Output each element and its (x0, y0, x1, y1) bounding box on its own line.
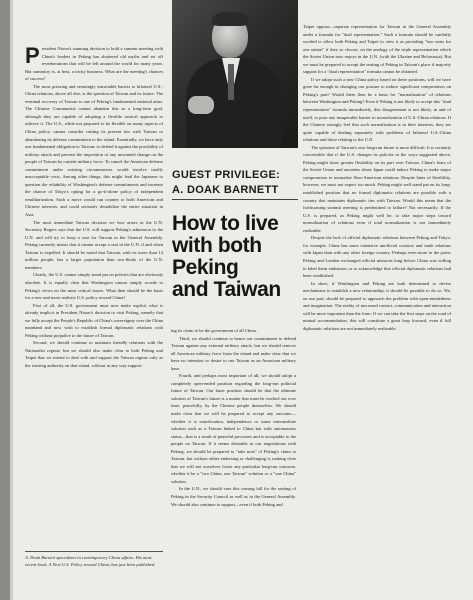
paragraph: The most pressing and seemingly intractable barrier to bilateral U.S.-China relations, above all else, is the question of Taiwan and its future. The eventual recovery of Taiwan is one of Peking's fundamental national aims. The Chinese Communists cannot abandon this as a long-term goal, although they are capable of adopting a flexible tactical approach to achieve it. The U.S., while not prepared to be flexible on many aspects of China policy, cannot consider cutting its present ties with Taiwan or abandoning its defense commitment to the island. Essentially, we have only one fundamental obligation to Taiwan: to defend it against the possibility of military attack and prevent the imposition of any unwanted change on the people of Taiwan by outside military force. To cancel the American defense commitment under existing circumstances would involve totally unacceptable costs. Among other things, this might lead the Japanese to question the reliability of Washington's defense commitments and increase the chance of Tokyo's opting for a go-it-alone policy of independent remilitarization. Such a move would run counter to both American and Chinese interests, and could seriously destabilize the entire situation in Asia. (25, 83, 163, 218)
photo-hand (188, 96, 214, 114)
paragraph: If we adopt such a new China policy based on these positions, will we have gone far enough in changing our posture to induce significant compromises on Peking's part? Would there then be a basis for "normalization" of relations between Washington and Peking? Even if Peking is not likely to accept this "dual representation" formula immediately, this disagreement is not likely, in and of itself, to pose any insuperable barrier to normalization of U.S.-China relations. If the Chinese strongly feel that such normalization is in their interests, they are quite capable of dealing separately with problems of bilateral U.S.-China relations and those relating to the U.N. (303, 76, 451, 143)
paragraph (25, 45, 163, 83)
byline-author: A. DOAK BARNETT (172, 184, 279, 196)
headline (172, 213, 302, 301)
paragraph: In short, if Washington and Peking are both determined to devise mechanisms to establish a new relationship, it should be possible to do so. We, on our part, should be prepared to approach the problem with open-mindedness and imagination. The reality of increased contact, communication and interaction will be more important than the form. If we can take the first steps on the road of mutual accommodation, this will constitute a great leap forward, even if full diplomatic relations are not immediately realizable. (303, 280, 451, 331)
paragraph: Taipei oppose—separate representation for Taiwan in the General Assembly under a formula for "dual representation." Such a formula should be carefully worded to allow both Peking and Taipei to view it as providing "two seats for one nation" if they so choose, on the analogy of the triple representation which the Soviet Union now enjoys in the U.N. (with the Ukraine and Belorussia). But we must be prepared to accept the seating of Peking in Taiwan's place if majority support for a "dual representation" formula cannot be obtained. (303, 24, 451, 75)
paragraph-text: resident Nixon's stunning decision to hold a summit meeting with China's leaders in Peking has shattered old myths and set off reverberations that will be felt around the world for many years. But summitry is, at best, a tricky business. What are the meeting's chances of success? (25, 46, 163, 82)
article-column-3 (303, 23, 451, 595)
paragraph: The most immediate Taiwan decision we face arises in the U.N. Secretary Rogers says that the U.S. will support Peking's admission to the U.N. and will try to keep a seat for Taiwan in the General Assembly. Peking currently insists that it cannot accept a seat in the U.N. if and when Taiwan is expelled. It should be noted that Taiwan, with its more than 14 million people, has a larger population than two-thirds of the U.N. members. (25, 219, 163, 270)
page-edge-highlight (10, 0, 13, 600)
paragraph: ing its claim to be the government of all China. (171, 328, 257, 333)
author-caption: A. Doak Barnett specializes in contemporary China affairs. His most recent book, A New U.S. Policy toward China, has just been published. (25, 555, 156, 568)
page-edge (0, 0, 10, 600)
photo-tie (228, 64, 234, 100)
headline-line: Peking (172, 256, 239, 279)
headline-line: How to live (172, 212, 279, 235)
photo-hair (212, 12, 248, 26)
headline-line: and Taiwan (172, 278, 281, 301)
paragraph: The question of Taiwan's own long-run future is more difficult. It is certainly conceivable that if the U.S. changes its policies in the ways suggested above, Peking might show greater flexibility on its part over Taiwan. China's fears of the Soviet Union and anxieties about Japan could induce Peking to make major compromises to normalize Sino-American relations. Despite hints of flexibility, however, we must not expect too much. Peking might well stand pat on its long-established position that no formal diplomatic relations are possible with a country that maintains diplomatic ties with Taiwan. Would this mean that the forthcoming summit meeting is predestined to failure? Not necessarily. If the U.S. is prepared, as Peking might well be, to take major steps toward normalization of relations even if total normalization is not immediately realizable. (303, 144, 451, 233)
byline-divider (172, 199, 298, 200)
paragraph: Despite the lack of official diplomatic relations between Peking and Tokyo, for example, China has more extensive unofficial contacts and trade relations with Japan than with any other foreign country. Perhaps even more to the point, Peking and London exchanged official missions long before China was willing to label them embassies or to acknowledge that official diplomatic relations had been established. (303, 235, 451, 279)
paragraph: In the U.N., we should vote this coming fall for the seating of Peking in the Security Council as well as in the General Assembly. We should also continue to support—even if both Peking and (171, 486, 296, 507)
paragraph: Second, we should continue to maintain friendly relations with the Nationalist regime, but we should also make clear to both Peking and Taipei that we intend to deal with and support the Taiwan regime only as the existing authority on that island, without in any way support- (25, 340, 163, 368)
byline-label: GUEST PRIVILEGE: (172, 169, 281, 181)
paragraph: Third, we should continue to honor our commitment to defend Taiwan against any external military attack, but we should remove all American military force from the island and make clear that we have no intention or desire to use Taiwan as an American military base. (171, 335, 296, 371)
paragraph: First of all, the U.S. government must now make explicit what is already implicit in President Nixon's decision to visit Peking, namely that we fully accept the People's Republic of China's sovereignty over the China mainland and now wish to establish formal diplomatic relations with Peking without prejudice to the future of Taiwan. (25, 302, 163, 338)
caption-divider (25, 551, 163, 552)
paragraph: Fourth, and perhaps most important of all, we should adopt a completely open-ended position regarding the long-run political future of Taiwan. Our basic position should be that the ultimate solution of Taiwan's future is a matter that must be worked out over time, peacefully, by the Chinese people themselves. We should make clear that we will be prepared to accept any outcome—whether it is reunification, independence or some intermediate solution such as a Taiwan linked to China but with autonomous status—that is a result of peaceful processes and is acceptable to the people on Taiwan. If it seems desirable in our negotiations with Peking, we should be prepared to "take note" of Peking's claim to Taiwan, but without either endorsing or challenging it, making clear that we will not ourselves foster any particular long-run outcome, whether it be a "two China, one Taiwan" solution or a "one China" solution. (171, 373, 296, 484)
author-photo (172, 0, 298, 148)
paragraph: Clearly, the U.S. cannot simply stand pat on policies that are obviously obsolete. It is equally clear that Washington cannot simply accede to Peking's views on the most critical issues. What then should be the basis for a new and more realistic U.S. policy toward China? (25, 272, 163, 301)
article-column-1 (25, 45, 163, 525)
drop-cap: P (25, 45, 40, 68)
headline-line: with both (172, 234, 262, 257)
article-column-2 (171, 327, 296, 595)
